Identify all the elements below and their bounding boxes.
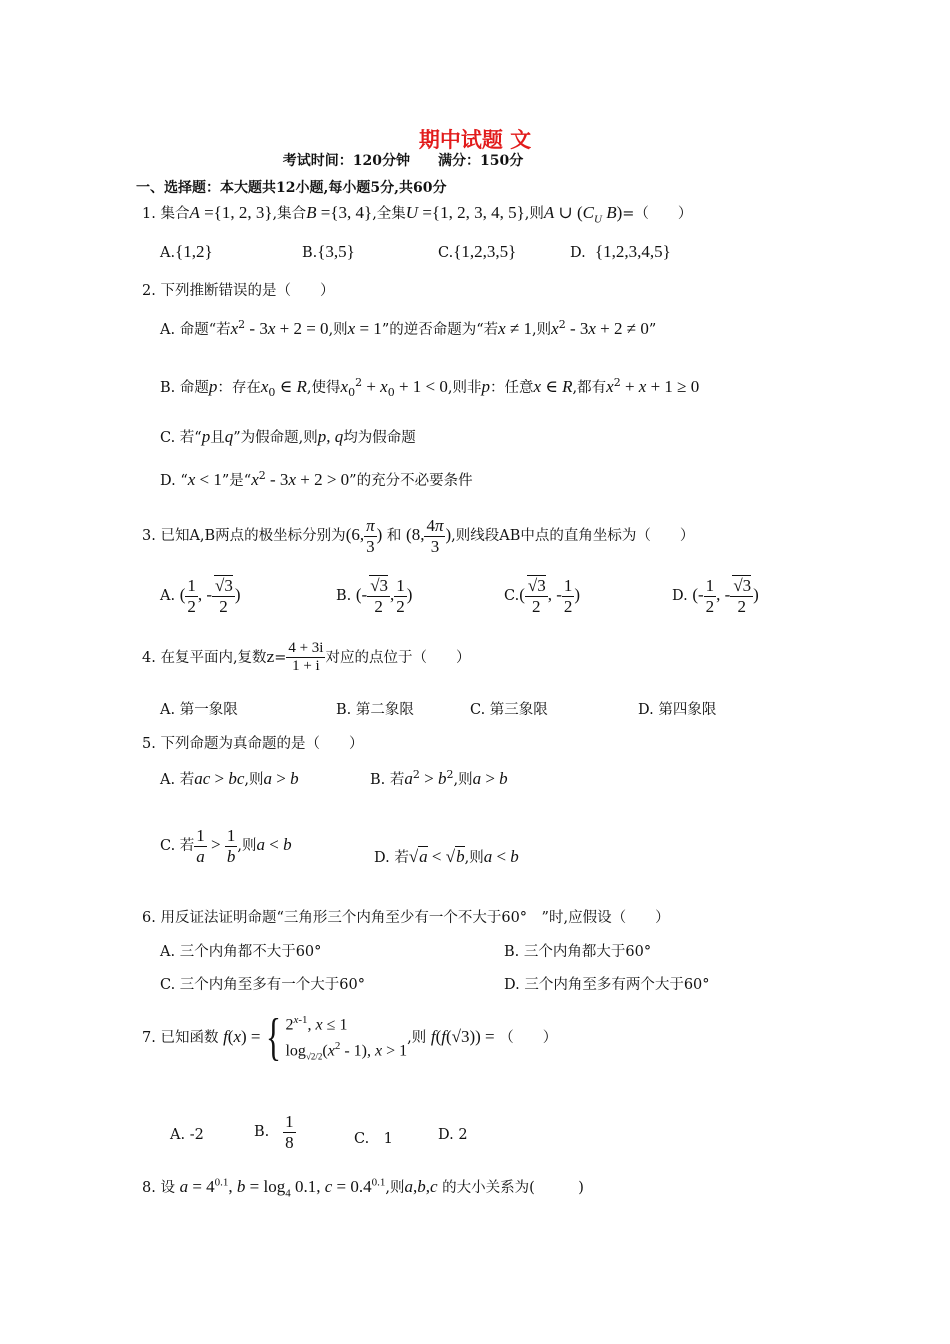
question-2-option-d: D. “x < 1”是“$x^2 - 3x + 2 > 0$”的充分不必要条件 [160,469,473,489]
question-3-option-d: D. (- $\frac{1}{2}$ , - $\frac{√3}{2}$ ) [672,576,759,616]
question-2-stem: 2. 下列推断错误的是（ ） [142,283,335,299]
question-7-option-c: C. 1 [354,1131,393,1147]
question-8-stem: 8. 设 $a = 4^{0.1}$, $b = \log_4 0.1$, $c = 0.4^{0.1}$,则a,b,c 的大小关系为( ) [142,1176,584,1200]
question-2-option-b: B. 命题p：存在$x_0$ ∈ R,使得$x_0^2 + x_0 + 1 < 0$,则非p：任意x ∈ R,都有$x^2 + x + 1 \ge 0$ [160,376,700,399]
question-5-option-c: C. 若 $\frac{1}{a}$ > $\frac{1}{b}$ ,则a < b [160,826,292,866]
section-heading: 一、选择题：本大题共12小题,每小题5分,共60分 [136,180,447,196]
question-7-stem: 7. 已知函数 f(x) ={ 2$^{x-1}$, x ≤ 1 $\log_{√2/2}(x^2 - 1)$, x > 1,则 f(f(√3)) = （ ） [142,1009,558,1066]
question-1-option-a: A.{1,2} [160,242,213,261]
question-4-option-a: A. 第一象限 [160,702,238,718]
question-3-option-a: A. ( $\frac{1}{2}$ , - $\frac{√3}{2}$ ) [160,576,241,616]
question-1-option-c: C.{1,2,3,5} [438,242,517,261]
question-7-option-a: A. -2 [170,1127,204,1143]
question-7-option-b: B. $\frac{1}{8}$ [254,1112,294,1152]
question-7-option-d: D. 2 [438,1127,468,1143]
question-5-option-a: A. 若ac > bc,则a > b [160,769,299,788]
question-5-option-d: D. 若√a < √b,则a < b [374,847,519,866]
question-4-option-d: D. 第四象限 [638,702,717,718]
question-6-option-a: A. 三个内角都不大于60° [160,944,322,960]
question-6-option-b: B. 三个内角都大于60° [504,944,652,960]
question-1-stem: 1. 集合A ={1, 2, 3},集合B ={3, 4},全集U ={1, 2, 3, 4, 5},则A ∪ ($C_U$ B)=（ ） [142,203,693,226]
page-title: 期中试题 文 [418,127,532,152]
question-3-option-c: C.( $\frac{√3}{2}$ , - $\frac{1}{2}$ ) [504,576,581,616]
question-6-option-d: D. 三个内角至多有两个大于60° [504,977,710,993]
question-3-stem: 3. 已知A,B两点的极坐标分别为(6, $\frac{\pi}{3}$ ) 和 (8, $\frac{4\pi}{3}$ ),则线段AB中点的直角坐标为（ ） [142,516,695,556]
question-4-stem: 4. 在复平面内,复数z= $\frac{4 + 3i}{1 + i}$ 对应的点位于（ ） [142,640,471,675]
question-5-option-b: B. 若$a^2 > b^2$,则a > b [370,768,508,788]
question-5-stem: 5. 下列命题为真命题的是（ ） [142,736,364,752]
question-3-option-b: B. (- $\frac{√3}{2}$ , $\frac{1}{2}$ ) [336,576,413,616]
question-4-option-b: B. 第二象限 [336,702,414,718]
question-6-option-c: C. 三个内角至多有一个大于60° [160,977,365,993]
question-6-stem: 6. 用反证法证明命题“三角形三个内角至少有一个不大于60° ”时,应假设（ ） [142,910,670,926]
question-4-option-c: C. 第三象限 [470,702,548,718]
exam-info: 考试时间：120分钟 满分：150分 [282,153,524,169]
question-1-option-b: B.{3,5} [302,242,355,261]
question-2-option-c: C. 若“p且q”为假命题,则p, q均为假命题 [160,427,416,446]
question-1-option-d: D. {1,2,3,4,5} [570,242,671,261]
question-2-option-a: A. 命题“若$x^2 - 3x + 2 = 0$,则x = 1”的逆否命题为“若x ≠ 1,则$x^2 - 3x + 2 \ne 0$” [160,318,657,338]
